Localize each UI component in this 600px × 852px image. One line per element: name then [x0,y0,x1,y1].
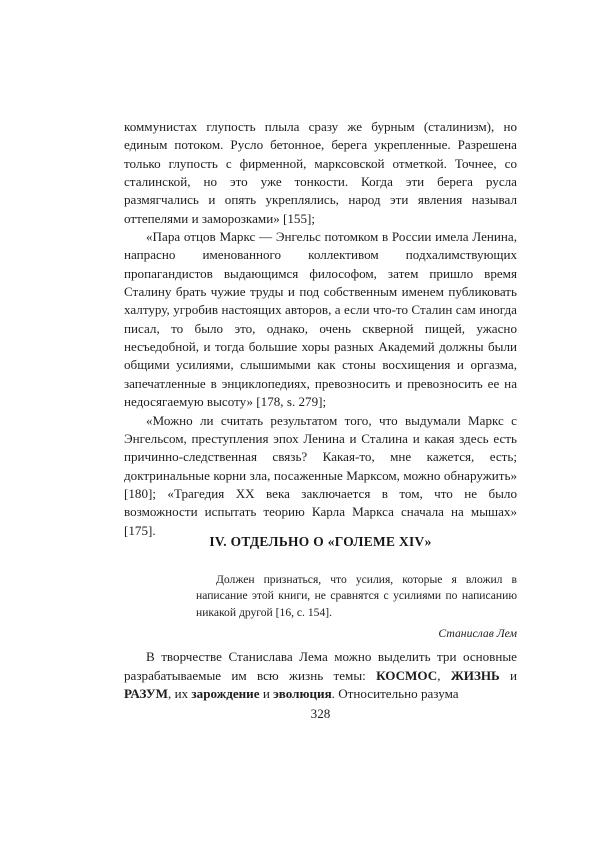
paragraph-stalinism: коммунистах глупость плыла сразу же бурным (сталинизм), но единым потоком. Русло бетонное, берега укрепленные. Разрешена только глупость с фирменной, марксовской отметкой. Точнее, со сталинской, но это уже тонкости. Когда эти берега русла размягчались и опять укреплялись, народ эти явления называл оттепелями и заморозками» [155]; [124,119,517,226]
keyword-kosmos: КОСМОС [376,667,438,683]
closing-separator-4: и [259,686,274,701]
keyword-zhizn: ЖИЗНЬ [450,667,500,683]
closing-separator-2: и [499,667,518,683]
keyword-zarozhdenie: зарождение [191,686,260,701]
keyword-evolyutsiya: эволюция [273,686,332,701]
epigraph-attribution: Станислав Лем [438,627,517,641]
paragraph-marx-engels: «Пара отцов Маркс — Энгельс потомком в России имела Ленина, напрасно именованного коллективом подхалимствующих пропагандистов выдающимся философом, затем пришло время Сталину брать чужие труды и под собственным именем публиковать халтуру, угробив настоящих авторов, а если что-то Сталин сам иногда писал, то было это, однако, очень скверной пищей, ужасно несъедобной, и тогда большие хоры разных Академий должны были общими усилиями, слышимыми как стоны восхищения и оргазма, запечатленные в энциклопедиях, превозносить и превозносить ее на недосягаемую высоту» [178, s. 279]; [124,229,517,410]
page-number: 328 [310,706,331,721]
main-text-column [124,118,517,540]
closing-segment-end: . Относительно разума [331,686,459,701]
epigraph-text: Должен признаться, что усилия, которые я вложил в написание этой книги, не сравнятся с усилиями по написанию никакой другой [16, с. 154]. [196,573,517,619]
keyword-razum: РАЗУМ [124,686,169,701]
section-heading: IV. ОТДЕЛЬНО О «ГОЛЕМЕ XIV» [209,534,432,549]
closing-segment-1: В творчестве Станислава Лема можно выделить три основные разрабатываемые им всю жизнь темы: [124,649,517,683]
paragraph-causal-link: «Можно ли считать результатом того, что выдумали Маркс с Энгельсом, преступления эпох Ленина и Сталина и какая здесь есть причинно-следственная связь? Какая-то, мне кажется, есть; доктринальные корни зла, посаженные Марксом, можно обнаружить» [180]; «Трагедия XX века заключается в том, что не было возможности испытать теорию Карла Маркса сначала на мышах» [175]. [124,412,517,538]
paragraph-lem-themes [124,648,517,704]
closing-separator-1: , [437,667,451,683]
closing-separator-3: , их [168,686,192,701]
epigraph-block [196,572,517,640]
